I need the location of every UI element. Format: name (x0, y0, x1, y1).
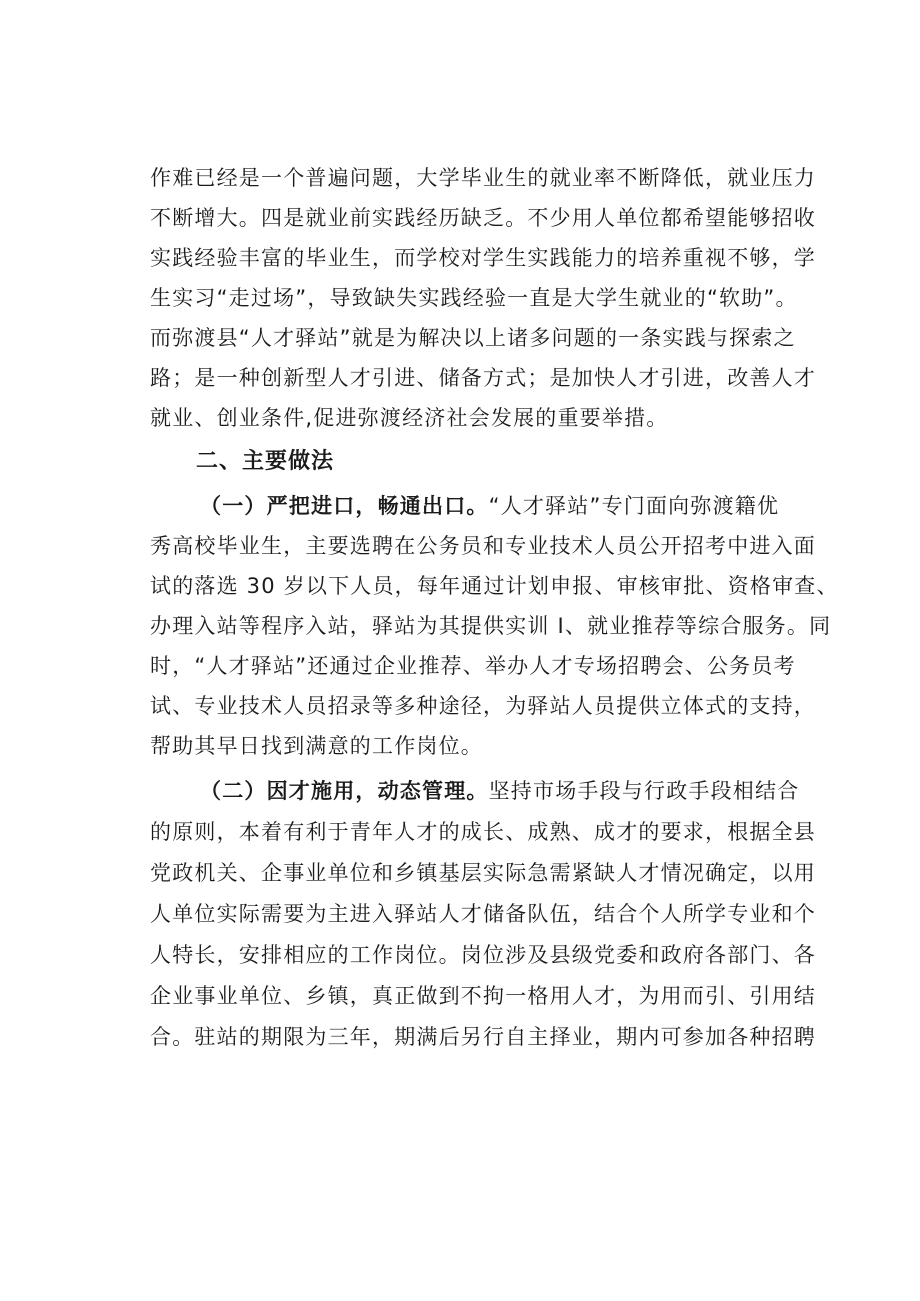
intro-line: 实践经验丰富的毕业生，而学校对学生实践能力的培养重视不够，学 (150, 246, 816, 270)
subsection-1-title: （一）严把进口，畅通出口。 (200, 494, 489, 518)
subsection-2-line: 合。驻站的期限为三年，期满后另行自主择业，期内可参加各种招聘 (150, 1025, 816, 1049)
subsection-1-line: 时，“人才驿站”还通过企业推荐、举办人才专场招聘会、公务员考 (150, 654, 796, 678)
subsection-2-title: （二）因才施用，动态管理。 (200, 779, 489, 803)
subsection-2-line: 人单位实际需要为主进入驿站人才储备队伍，结合个人所学专业和个 (150, 902, 816, 926)
subsection-1-line: 办理入站等程序入站，驿站为其提供实训 I、就业推荐等综合服务。同 (150, 614, 832, 638)
subsection-2-line: 企业事业单位、乡镇，真正做到不拘一格用人才，为用而引、引用结 (150, 984, 816, 1008)
subsection-2-line: 党政机关、企事业单位和乡镇基层实际急需紧缺人才情况确定，以用 (150, 861, 816, 885)
subsection-1-line: “人才驿站”专门面向弥渡籍优 (488, 494, 780, 518)
intro-line: 就业、创业条件,促进弥渡经济社会发展的重要举措。 (150, 406, 669, 430)
subsection-1-line: 帮助其早日找到满意的工作岗位。 (150, 734, 483, 758)
section-heading: 二、主要做法 (196, 449, 335, 474)
subsection-1-line: 秀高校毕业生，主要选聘在公务员和专业技术人员公开招考中进入面 (150, 534, 816, 558)
intro-line: 路；是一种创新型人才引进、储备方式；是加快人才引进，改善人才 (150, 366, 816, 390)
intro-line: 而弥渡县“人才驿站”就是为解决以上诸多问题的一条实践与探索之 (150, 326, 796, 350)
subsection-2-line: 的原则，本着有利于青年人才的成长、成熟、成才的要求，根据全县 (150, 820, 816, 844)
subsection-1-line: 试的落选 30 岁以下人员，每年通过计划申报、审核审批、资格审查、 (150, 574, 839, 598)
intro-line: 作难已经是一个普遍问题，大学毕业生的就业率不断降低，就业压力 (150, 166, 816, 190)
subsection-1-first-line (200, 491, 810, 521)
subsection-2-line: 人特长，安排相应的工作岗位。岗位涉及县级党委和政府各部门、各 (150, 943, 816, 967)
subsection-2-line: 坚持市场手段与行政手段相结合 (488, 779, 800, 803)
subsection-2-first-line (200, 776, 810, 806)
intro-line: 不断增大。四是就业前实践经历缺乏。不少用人单位都希望能够招收 (150, 206, 816, 230)
subsection-1-line: 试、专业技术人员招录等多种途径，为驿站人员提供立体式的支持， (150, 694, 816, 718)
intro-line: 生实习“走过场”，导致缺失实践经验一直是大学生就业的“软助”。 (150, 286, 798, 310)
